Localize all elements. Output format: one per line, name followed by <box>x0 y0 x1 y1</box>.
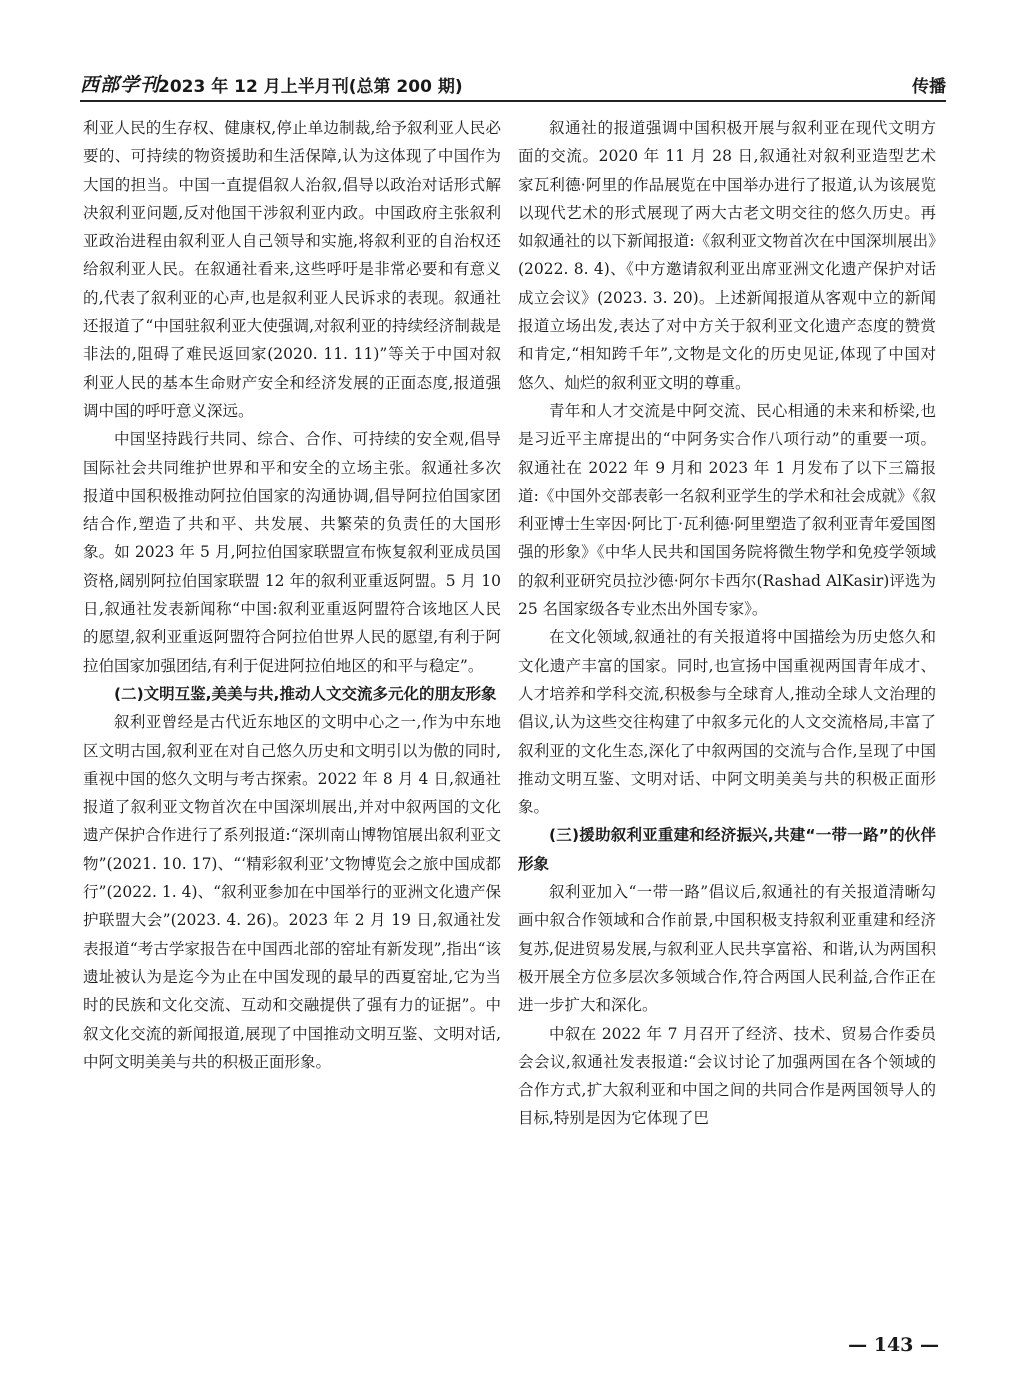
paragraph: 叙利亚加入“一带一路”倡议后,叙通社的有关报道清晰勾画中叙合作领域和合作前景,中国积极支持叙利亚重建和经济复苏,促进贸易发展,与叙利亚人民共享富裕、和谐,认为两国积极开展全方位多层次多领域合作,符合两国人民利益,合作正在进一步扩大和深化。 <box>518 883 936 1015</box>
paragraph: 利亚人民的生存权、健康权,停止单边制裁,给予叙利亚人民必要的、可持续的物资援助和生活保障,认为这体现了中国作为大国的担当。中国一直提倡叙人治叙,倡导以政治对话形式解决叙利亚问题,反对他国干涉叙利亚内政。中国政府主张叙利亚政治进程由叙利亚人自己领导和实施,将叙利亚的自治权还给叙利亚人民。在叙通社看来,这些呼吁是非常必要和有意义的,代表了叙利亚的心声,也是叙利亚人民诉求的表现。叙通社还报道了“中国驻叙利亚大使强调,对叙利亚的持续经济制裁是非法的,阻碍了难民返回家(2020. 11. 11)”等关于中国对叙利亚人民的基本生命财产安全和经济发展的正面态度,报道强调中国的呼吁意义深远。 <box>83 119 501 420</box>
paragraph: 青年和人才交流是中阿交流、民心相通的未来和桥梁,也是习近平主席提出的“中阿务实合作八项行动”的重要一项。叙通社在 2022 年 9 月和 2023 年 1 月发布了以下三篇报道:《中国外交部表彰一名叙利亚学生的学术和社会成就》《叙利亚博士生宰因·阿比丁·瓦利德·阿里塑造了叙利亚青年爱国图强的形象》《中华人民共和国国务院将微生物学和免疫学领域的叙利亚研究员拉沙德·阿尔卡西尔(Rashad AlKasir)评选为 25 名国家级各专业杰出外国专家》。 <box>518 401 936 619</box>
paragraph: 叙通社的报道强调中国积极开展与叙利亚在现代文明方面的交流。2020 年 11 月 28 日,叙通社对叙利亚造型艺术家瓦利德·阿里的作品展览在中国举办进行了报道,认为该展览以现代艺术的形式展现了两大古老文明交往的悠久历史。再如叙通社的以下新闻报道:《叙利亚文物首次在中国深圳展出》(2022. 8. 4)、《中方邀请叙利亚出席亚洲文化遗产保护对话成立会议》(2023. 3. 20)。上述新闻报道从客观中立的新闻报道立场出发,表达了对中方关于叙利亚文化遗产态度的赞赏和肯定,“相知跨千年”,文物是文化的历史见证,体现了中国对悠久、灿烂的叙利亚文明的尊重。 <box>518 119 936 392</box>
section-name: 传播 <box>912 77 946 97</box>
issue-info: 2023 年 12 月上半月刊(总第 200 期) <box>158 77 463 97</box>
paragraph: 在文化领域,叙通社的有关报道将中国描绘为历史悠久和文化遗产丰富的国家。同时,也宣扬中国重视两国青年成才、人才培养和学科交流,积极参与全球育人,推动全球人文治理的倡议,认为这些交往构建了中叙多元化的人文交流格局,丰富了叙利亚的文化生态,深化了中叙两国的交流与合作,呈现了中国推动文明互鉴、文明对话、中阿文明美美与共的积极正面形象。 <box>518 628 936 817</box>
running-header <box>80 66 946 98</box>
page-number: — 143 — <box>848 1334 939 1356</box>
paragraph: 中国坚持践行共同、综合、合作、可持续的安全观,倡导国际社会共同维护世界和平和安全的立场主张。叙通社多次报道中国积极推动阿拉伯国家的沟通协调,倡导阿拉伯国家团结合作,塑造了共和平、共发展、共繁荣的负责任的大国形象。如 2023 年 5 月,阿拉伯国家联盟宣布恢复叙利亚成员国资格,阔别阿拉伯国家联盟 12 年的叙利亚重返阿盟。5 月 10 日,叙通社发表新闻称“中国:叙利亚重返阿盟符合该地区人民的愿望,叙利亚重返阿盟符合阿拉伯世界人民的愿望,有利于阿拉伯国家加强团结,有利于促进阿拉伯地区的和平与稳定”。 <box>83 430 501 675</box>
right-column <box>518 114 936 1133</box>
section-heading: (三)援助叙利亚重建和经济振兴,共建“一带一路”的伙伴形象 <box>518 826 936 873</box>
journal-logo: 西部学刊 <box>80 74 161 96</box>
left-column <box>83 114 501 1076</box>
paragraph: 中叙在 2022 年 7 月召开了经济、技术、贸易合作委员会会议,叙通社发表报道:“会议讨论了加强两国在各个领域的合作方式,扩大叙利亚和中国之间的共同合作是两国领导人的目标,特别是因为它体现了巴 <box>518 1024 936 1128</box>
header-rule <box>80 100 946 102</box>
section-heading: (二)文明互鉴,美美与共,推动人文交流多元化的朋友形象 <box>114 684 497 703</box>
paragraph: 叙利亚曾经是古代近东地区的文明中心之一,作为中东地区文明古国,叙利亚在对自己悠久历史和文明引以为傲的同时,重视中国的悠久文明与考古探索。2022 年 8 月 4 日,叙通社报道了叙利亚文物首次在中国深圳展出,并对中叙两国的文化遗产保护合作进行了系列报道:“深圳南山博物馆展出叙利亚文物”(2021. 10. 17)、“‘精彩叙利亚’文物博览会之旅中国成都行”(2022. 1. 4)、“叙利亚参加在中国举行的亚洲文化遗产保护联盟大会”(2023. 4. 26)。2023 年 2 月 19 日,叙通社发表报道“考古学家报告在中国西北部的窑址有新发现”,指出“该遗址被认为是迄今为止在中国发现的最早的西夏窑址,它为当时的民族和文化交流、互动和交融提供了强有力的证据”。中叙文化交流的新闻报道,展现了中国推动文明互鉴、文明对话,中阿文明美美与共的积极正面形象。 <box>83 713 501 1071</box>
